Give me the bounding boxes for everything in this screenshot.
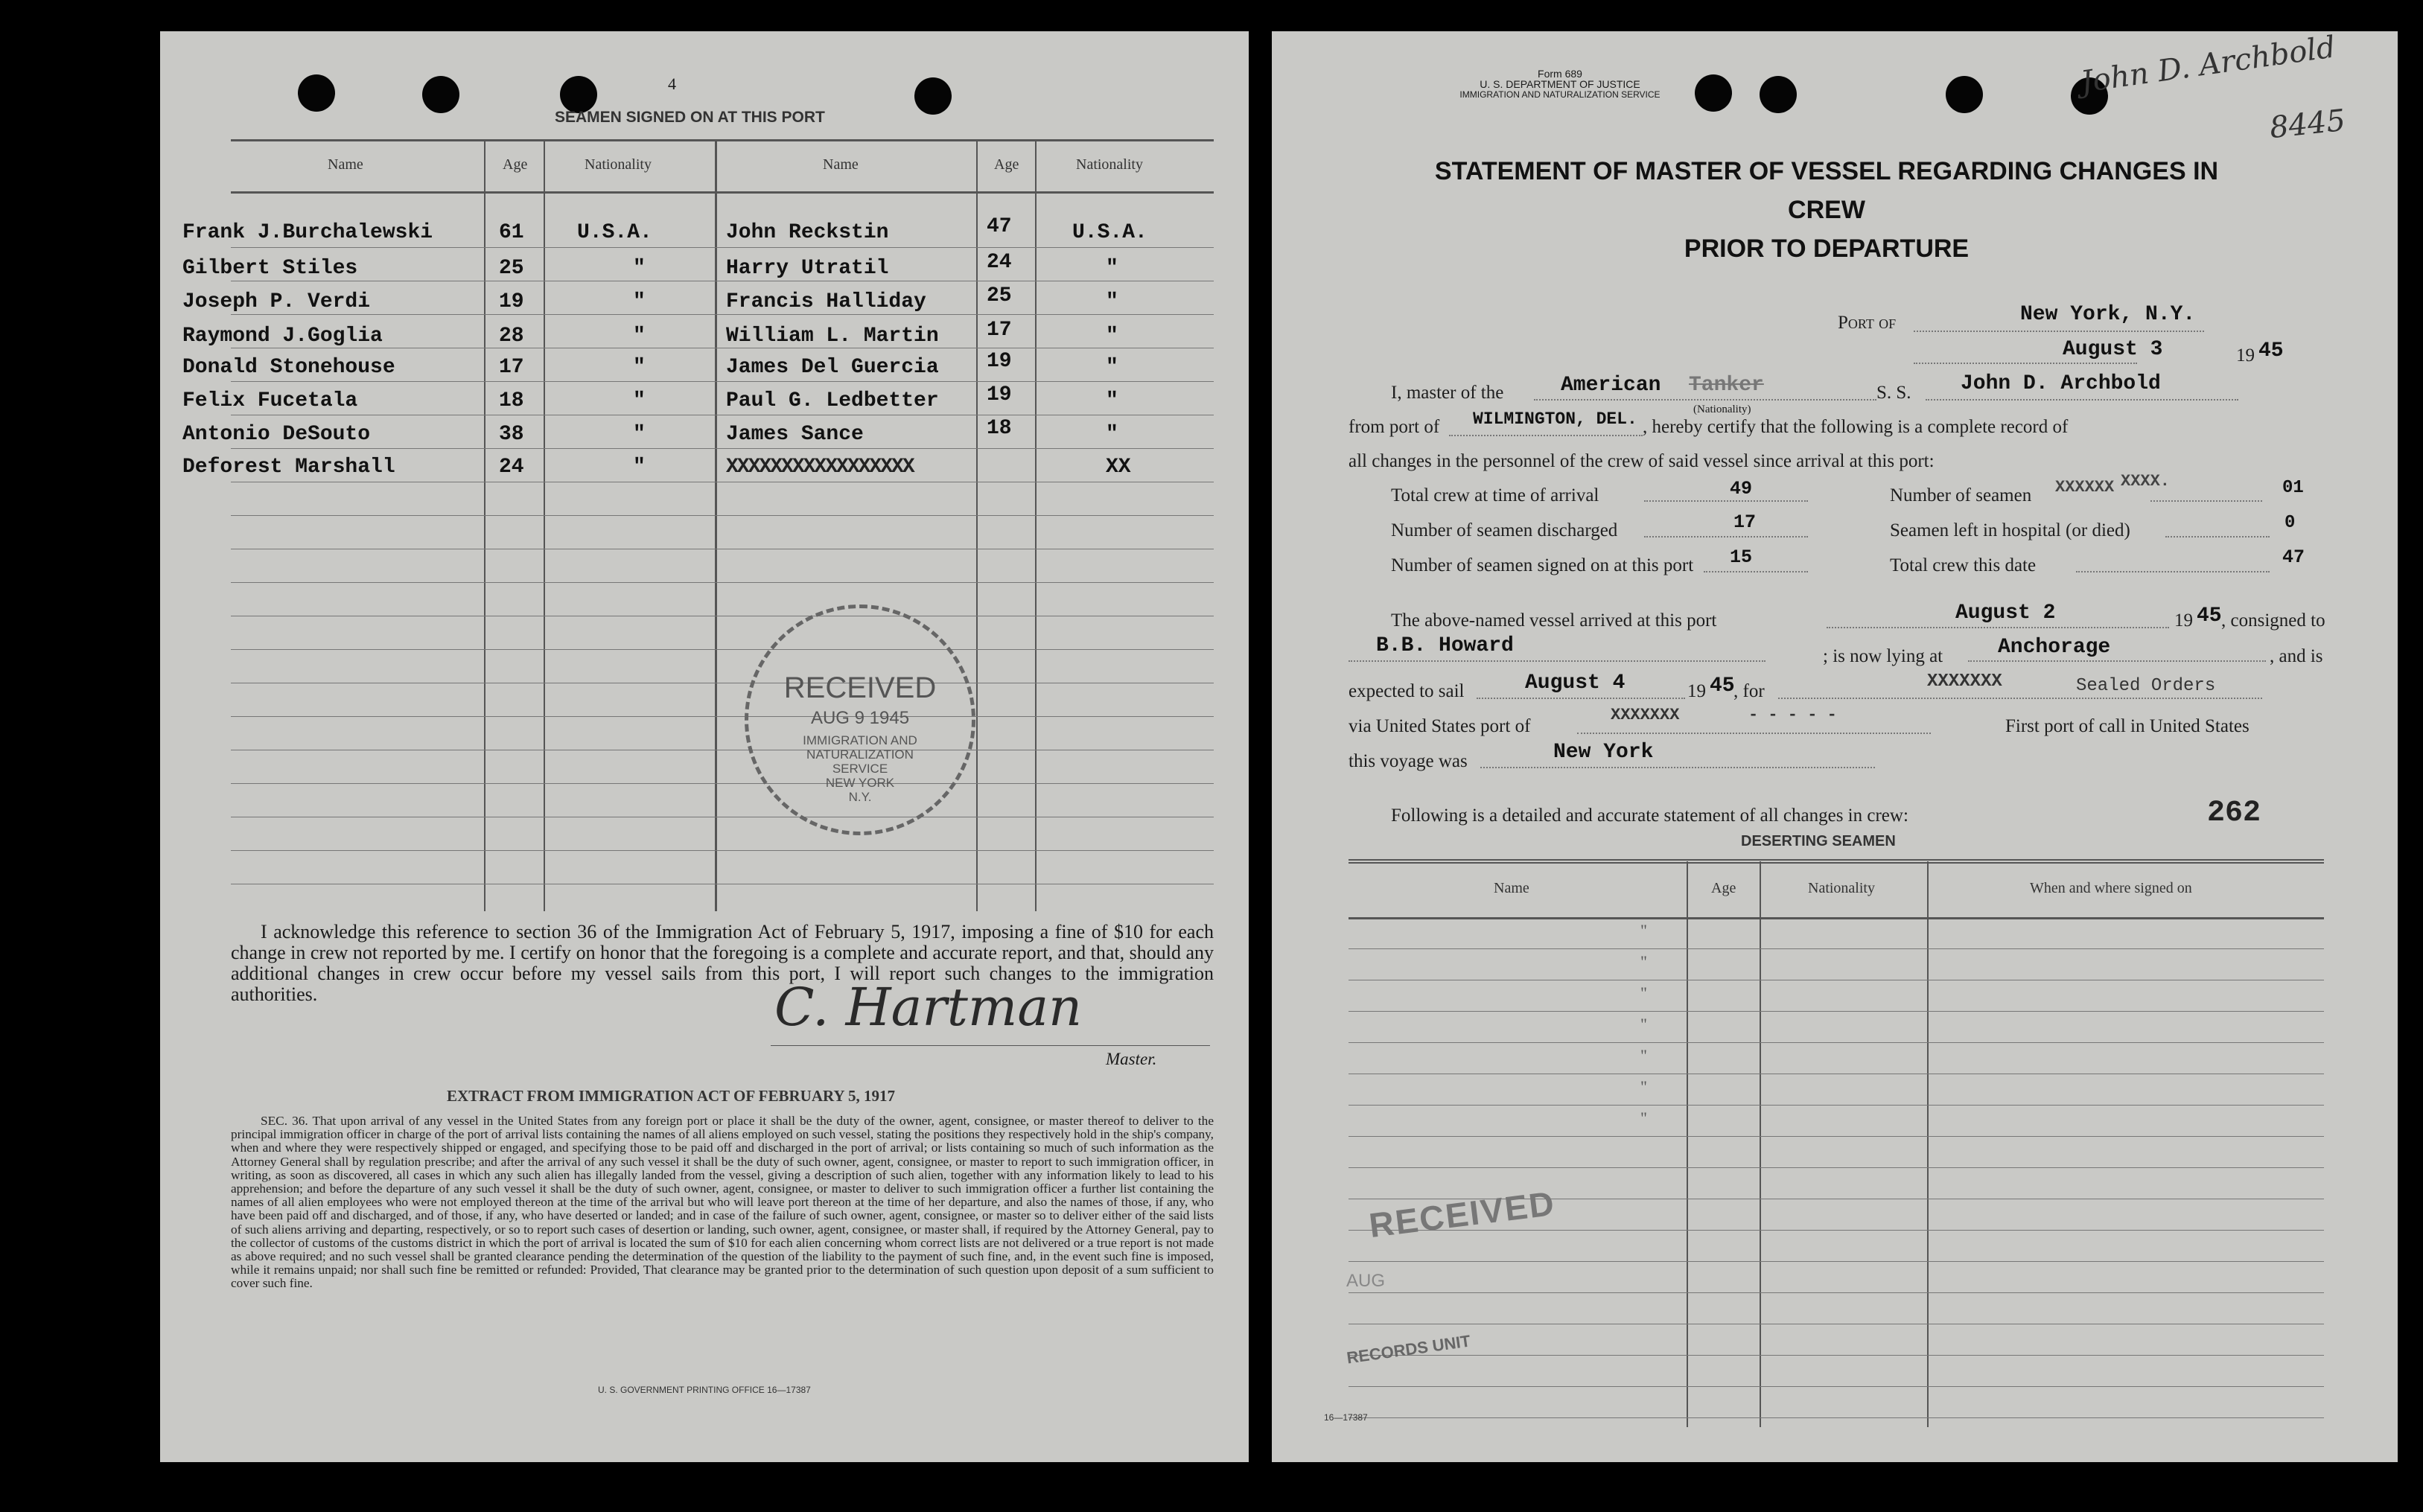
row-divider bbox=[1349, 1292, 2324, 1293]
col-header-name: Name bbox=[823, 156, 859, 173]
master-of-label: I, master of the bbox=[1391, 383, 1504, 403]
punch-hole bbox=[1760, 76, 1797, 113]
master-signature: C. Hartman bbox=[774, 977, 1083, 1038]
crew-name: Felix Fucetala bbox=[182, 389, 358, 412]
records-unit-stamp: RECORDS UNIT bbox=[1346, 1331, 1472, 1368]
struck-out-name: XXXXXXXXXXXXXXXXX bbox=[726, 456, 914, 479]
row-divider bbox=[231, 515, 1214, 516]
row-divider bbox=[1349, 1011, 2324, 1012]
crew-age: 25 bbox=[499, 257, 524, 280]
stamp-received-text: RECEIVED bbox=[783, 672, 937, 704]
punch-hole bbox=[914, 77, 952, 115]
row-divider bbox=[231, 448, 1214, 449]
destination-value: Sealed Orders bbox=[2076, 676, 2216, 696]
crew-name: John Reckstin bbox=[726, 221, 889, 244]
row-divider bbox=[231, 716, 1214, 717]
from-port-label: from port of bbox=[1349, 417, 1440, 437]
col-header-age: Age bbox=[994, 156, 1019, 173]
page-number: 4 bbox=[668, 74, 676, 93]
ditto-mark: " bbox=[1640, 1109, 1647, 1127]
arrived-value: August 2 bbox=[1955, 602, 2056, 625]
ditto-mark: " bbox=[1640, 952, 1647, 971]
row-divider bbox=[231, 649, 1214, 650]
ditto-mark: " bbox=[1640, 921, 1647, 940]
crew-nationality: U.S.A. bbox=[577, 221, 652, 244]
form-title: STATEMENT OF MASTER OF VESSEL REGARDING CHANGES IN CREW bbox=[1434, 157, 2219, 224]
expected-year: 45 bbox=[1710, 674, 1735, 698]
crew-age: 17 bbox=[987, 319, 1012, 342]
crew-age: 25 bbox=[987, 284, 1012, 307]
extract-text: SEC. 36. That upon arrival of any vessel in the United States from any foreign port or place it shall be the duty of the owner, agent, consignee, or master thereof to deliver to the principal immigration officer in charge of the port of arrival lists containing the names of all aliens employed on such vessel, stating the positions they respectively hold in the ship's company, when and where they were respectively shipped or engaged, and specifying those to be paid off and discharged in the port of arrival; or lists containing so much of such information as the Attorney General shall by regulation prescribe; and after the arrival of any such vessel it shall be the duty of such owner, agent, consignee, or master to report to such immigration officer, in writing, as soon as discovered, all cases in which any such alien has illegally landed from the vessel, giving a description of such alien, together with any information likely to lead to his apprehension; and before the departure of any such vessel it shall be the duty of such owner, agent, consignee, or master to deliver to such immigration officer a further list containing the names of all alien employees who were not employed thereon at the time of the arrival but who will leave port thereon at the time of her departure, and also the names of those, if any, who have been paid off and discharged, and of those, if any, who have deserted or landed; and in case of the failure of such owner, agent, consignee, or master so to deliver either of the said lists of such aliens arriving and departing, respectively, or so to report such cases of desertion or landing, such owner, agent, consignee, or master shall, if required by the Attorney General, pay to the collector of customs of the customs district in which the port of arrival is located the sum of $10 for each alien concerning whom correct lists are not delivered or a true report is not made as above required; and no such vessel shall be granted clearance pending the determination of the question of the liability to the payment of such fine, and, in the event such fine is imposed, while it remains unpaid; nor shall such fine be remitted or refunded: Provided, That clearance may be granted prior to the determination of such question upon deposit of a sum sufficient to cover such fine. bbox=[231, 1114, 1214, 1291]
stamp-line: NEW YORK bbox=[825, 776, 895, 790]
row-divider bbox=[1349, 1261, 2324, 1262]
port-value: New York, N.Y. bbox=[2020, 303, 2196, 326]
section-title: SEAMEN SIGNED ON AT THIS PORT bbox=[555, 109, 825, 126]
crew-name: Paul G. Ledbetter bbox=[726, 389, 939, 412]
crew-nationality: " bbox=[1106, 356, 1118, 379]
this-voyage-text: this voyage was bbox=[1349, 751, 1468, 771]
crew-nationality: " bbox=[1106, 257, 1118, 280]
ditto-mark: " bbox=[1640, 983, 1647, 1002]
form-code: 16—17387 bbox=[1324, 1412, 1368, 1423]
signed-here-label: Number of seamen signed on at this port bbox=[1391, 555, 1694, 575]
date-value: August 3 bbox=[2063, 338, 2163, 361]
lying-value: Anchorage bbox=[1998, 636, 2111, 659]
num-seamen-value: 01 bbox=[2282, 478, 2304, 498]
row-divider bbox=[1349, 1136, 2324, 1137]
consigned-text: , consigned to bbox=[2221, 610, 2325, 631]
right-page bbox=[1272, 31, 2398, 1462]
arrived-year: 45 bbox=[2197, 605, 2222, 628]
via-dashes: - - - - - bbox=[1748, 706, 1837, 724]
ss-label: S. S. bbox=[1876, 383, 1911, 403]
row-divider bbox=[231, 381, 1214, 382]
crew-nationality: " bbox=[633, 290, 646, 313]
certify-text: , hereby certify that the following is a complete record of bbox=[1643, 417, 2069, 437]
row-divider bbox=[1349, 1386, 2324, 1387]
discharged-value: 17 bbox=[1733, 511, 1757, 533]
via-struck: XXXXXXX bbox=[1611, 706, 1680, 724]
form-subtitle: PRIOR TO DEPARTURE bbox=[1684, 235, 1970, 263]
num-seamen-label: Number of seamen bbox=[1890, 485, 2032, 505]
consignee-value: B.B. Howard bbox=[1376, 634, 1514, 657]
expected-value: August 4 bbox=[1525, 672, 1626, 695]
col-header-nationality: Nationality bbox=[585, 156, 652, 173]
crew-age: 18 bbox=[499, 389, 524, 412]
nationality-value: American bbox=[1561, 374, 1661, 397]
this-voyage-value: New York bbox=[1553, 741, 1654, 764]
crew-name: James Sance bbox=[726, 423, 864, 446]
ditto-mark: " bbox=[1640, 1015, 1647, 1033]
date-year-prefix: 19 bbox=[2236, 345, 2255, 366]
extract-title: EXTRACT FROM IMMIGRATION ACT OF FEBRUARY 5, 1917 bbox=[447, 1087, 896, 1105]
crew-name: Raymond J.Goglia bbox=[182, 325, 383, 348]
crew-age: 61 bbox=[499, 221, 524, 244]
crew-age: 18 bbox=[987, 417, 1012, 440]
stamp-date: AUG 9 1945 bbox=[810, 708, 910, 728]
crew-name: William L. Martin bbox=[726, 325, 939, 348]
row-divider bbox=[231, 247, 1214, 248]
form-number: Form 689 bbox=[1538, 68, 1582, 80]
crew-nationality: U.S.A. bbox=[1072, 221, 1147, 244]
punch-hole bbox=[1946, 76, 1983, 113]
expected-text: expected to sail bbox=[1349, 681, 1465, 701]
punch-hole bbox=[1695, 74, 1732, 112]
destination-struck: XXXXXXX bbox=[1927, 672, 2002, 692]
deserting-title: DESERTING SEAMEN bbox=[1741, 833, 1896, 849]
row-divider bbox=[1349, 1417, 2324, 1418]
crew-name: Deforest Marshall bbox=[182, 456, 395, 479]
nationality-caption: (Nationality) bbox=[1693, 403, 1751, 415]
following-number: 262 bbox=[2207, 797, 2261, 830]
discharged-label: Number of seamen discharged bbox=[1391, 520, 1618, 540]
received-stamp: RECEIVED bbox=[1366, 1183, 1558, 1245]
ditto-mark: " bbox=[1640, 1077, 1647, 1096]
aug-stamp: AUG bbox=[1346, 1271, 1386, 1291]
col-header-age: Age bbox=[503, 156, 528, 173]
crew-nationality: " bbox=[633, 325, 646, 348]
stamp-line: NATURALIZATION bbox=[806, 747, 914, 762]
acknowledgement-text: I acknowledge this reference to section 36 of the Immigration Act of February 5, 1917, imposing a fine of $10 for each change in crew not reported by me. I certify on honor that the foregoing is a complete and accurate report, and that, should any additional changes in crew occur before my vessel sails from this port, I will report such changes to the immigration authorities. bbox=[231, 921, 1214, 1005]
vessel-type-struck: Tanker bbox=[1689, 374, 1764, 397]
desert-col-name: Name bbox=[1494, 880, 1529, 896]
row-divider bbox=[1349, 948, 2324, 949]
crew-nationality: " bbox=[633, 257, 646, 280]
col-header-nationality: Nationality bbox=[1076, 156, 1143, 173]
row-divider bbox=[1349, 1042, 2324, 1043]
crew-name: Francis Halliday bbox=[726, 290, 926, 313]
num-seamen-struck: XXXXXX bbox=[2055, 478, 2115, 497]
handwritten-vessel-name: John D. Archbold bbox=[2078, 30, 2338, 100]
crew-age: 19 bbox=[499, 290, 524, 313]
col-header-name: Name bbox=[328, 156, 363, 173]
crew-nationality: " bbox=[633, 389, 646, 412]
department-name: U. S. DEPARTMENT OF JUSTICE bbox=[1480, 78, 1640, 90]
crew-name: Donald Stonehouse bbox=[182, 356, 395, 379]
crew-age: 47 bbox=[987, 215, 1012, 238]
ditto-mark: " bbox=[1640, 1046, 1647, 1065]
row-divider bbox=[231, 314, 1214, 315]
from-port-value: WILMINGTON, DEL. bbox=[1473, 409, 1637, 429]
crew-age: 17 bbox=[499, 356, 524, 379]
handwritten-number: 8445 bbox=[2267, 103, 2347, 146]
row-divider bbox=[1349, 1167, 2324, 1168]
crew-age: 19 bbox=[987, 350, 1012, 373]
hospital-value: 0 bbox=[2285, 513, 2296, 533]
punch-hole bbox=[560, 76, 597, 113]
stamp-line: IMMIGRATION AND bbox=[803, 733, 917, 747]
row-divider bbox=[1349, 1355, 2324, 1356]
stamp-line: SERVICE bbox=[832, 762, 888, 776]
crew-nationality: " bbox=[633, 356, 646, 379]
vessel-name: John D. Archbold bbox=[1961, 372, 2161, 395]
arrived-text: The above-named vessel arrived at this port bbox=[1391, 610, 1717, 631]
hospital-label: Seamen left in hospital (or died) bbox=[1890, 520, 2130, 540]
row-divider bbox=[231, 850, 1214, 851]
service-name: IMMIGRATION AND NATURALIZATION SERVICE bbox=[1459, 89, 1661, 100]
total-arrival-value: 49 bbox=[1730, 478, 1753, 500]
desert-col-age: Age bbox=[1711, 880, 1736, 896]
all-changes-text: all changes in the personnel of the crew of said vessel since arrival at this port: bbox=[1349, 451, 1935, 471]
arrived-year-prefix: 19 bbox=[2174, 610, 2193, 631]
printing-office: U. S. GOVERNMENT PRINTING OFFICE 16—17387 bbox=[598, 1385, 811, 1395]
crew-nationality: " bbox=[1106, 389, 1118, 412]
crew-nationality: " bbox=[1106, 325, 1118, 348]
crew-nationality: " bbox=[633, 423, 646, 446]
punch-hole bbox=[422, 76, 459, 113]
crew-age: 28 bbox=[499, 325, 524, 348]
left-page bbox=[160, 31, 1249, 1462]
punch-hole bbox=[298, 74, 335, 112]
crew-nationality: " bbox=[1106, 423, 1118, 446]
crew-name: Frank J.Burchalewski bbox=[182, 221, 433, 244]
crew-age: 24 bbox=[987, 251, 1012, 274]
total-arrival-label: Total crew at time of arrival bbox=[1391, 485, 1599, 505]
via-text: via United States port of bbox=[1349, 716, 1531, 736]
row-divider bbox=[1349, 1105, 2324, 1106]
master-label: Master. bbox=[1106, 1050, 1157, 1068]
row-divider bbox=[231, 582, 1214, 583]
for-label: , for bbox=[1733, 681, 1765, 701]
expected-year-prefix: 19 bbox=[1687, 681, 1706, 701]
desert-col-nationality: Nationality bbox=[1808, 880, 1875, 896]
crew-name: Joseph P. Verdi bbox=[182, 290, 371, 313]
crew-nationality: " bbox=[1106, 290, 1118, 313]
crew-age: 38 bbox=[499, 423, 524, 446]
crew-name: James Del Guercia bbox=[726, 356, 939, 379]
stamp-line: N.Y. bbox=[848, 790, 872, 804]
date-year: 45 bbox=[2258, 339, 2284, 363]
crew-age: 19 bbox=[987, 383, 1012, 406]
crew-age: 24 bbox=[499, 456, 524, 479]
total-date-label: Total crew this date bbox=[1890, 555, 2037, 575]
num-seamen-extra: XXXX. bbox=[2121, 472, 2171, 491]
crew-name: Harry Utratil bbox=[726, 257, 889, 280]
crew-nationality: XX bbox=[1106, 456, 1131, 479]
port-label: Port of bbox=[1838, 313, 1897, 333]
first-port-text: First port of call in United States bbox=[2005, 716, 2250, 736]
lying-text: ; is now lying at bbox=[1823, 646, 1943, 666]
total-date-value: 47 bbox=[2282, 546, 2305, 568]
crew-name: Gilbert Stiles bbox=[182, 257, 358, 280]
row-divider bbox=[231, 783, 1214, 784]
signed-here-value: 15 bbox=[1730, 546, 1753, 568]
received-stamp bbox=[745, 605, 975, 835]
following-text: Following is a detailed and accurate statement of all changes in crew: bbox=[1391, 806, 1908, 826]
crew-nationality: " bbox=[633, 456, 646, 479]
and-is-text: , and is bbox=[2270, 646, 2323, 666]
desert-col-when-where: When and where signed on bbox=[2030, 880, 2192, 896]
crew-name: Antonio DeSouto bbox=[182, 423, 371, 446]
